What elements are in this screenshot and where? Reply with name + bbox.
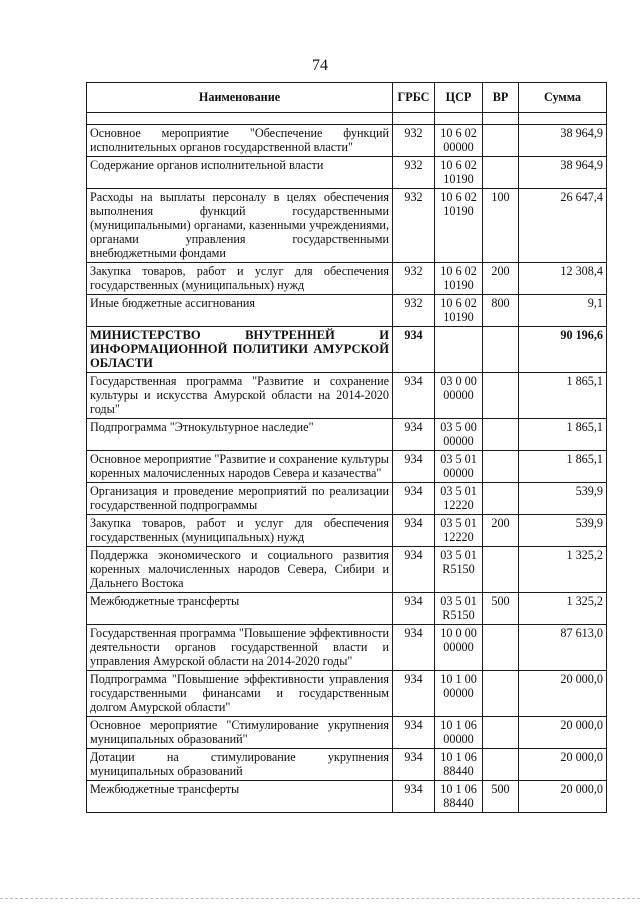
row-vr-cell: [483, 373, 519, 419]
gap-cell: [519, 113, 607, 125]
row-name-cell: Государственная программа "Развитие и сохранение культуры и искусства Амурской области на 2014-2020 годы": [87, 373, 393, 419]
budget-table: [86, 82, 607, 813]
row-name-cell: Основное мероприятие "Стимулирование укрупнения муниципальных образований": [87, 717, 393, 749]
row-name-cell: Межбюджетные трансферты: [87, 593, 393, 625]
row-sum-cell: 1 325,2: [519, 547, 607, 593]
row-name-cell: Поддержка экономического и социального развития коренных малочисленных народов Севера, Сибири и Дальнего Востока: [87, 547, 393, 593]
table-header: [87, 83, 607, 125]
row-sum-cell: 20 000,0: [519, 749, 607, 781]
row-csr-cell: 10 6 02 10190: [435, 295, 483, 327]
row-sum-cell: 20 000,0: [519, 717, 607, 749]
row-sum-cell: 539,9: [519, 515, 607, 547]
row-grbs-cell: 932: [393, 295, 435, 327]
row-sum-cell: 539,9: [519, 483, 607, 515]
row-grbs-cell: 932: [393, 189, 435, 263]
row-vr-cell: [483, 749, 519, 781]
header-csr: ЦСР: [435, 83, 483, 113]
row-sum-cell: 20 000,0: [519, 671, 607, 717]
table-row: [87, 327, 607, 373]
row-name-cell: Основное мероприятие "Обеспечение функций исполнительных органов государственной власти": [87, 125, 393, 157]
row-vr-cell: 200: [483, 515, 519, 547]
row-grbs-cell: 934: [393, 781, 435, 813]
row-vr-cell: [483, 483, 519, 515]
row-csr-cell: 03 5 01 R5150: [435, 593, 483, 625]
row-csr-cell: 03 5 01 R5150: [435, 547, 483, 593]
row-sum-cell: 90 196,6: [519, 327, 607, 373]
row-name-cell: Государственная программа "Повышение эффективности деятельности органов государственной власти и управления Амурской области на 2014-2020 годы": [87, 625, 393, 671]
header-vr: ВР: [483, 83, 519, 113]
row-vr-cell: 100: [483, 189, 519, 263]
page-number: 74: [312, 57, 328, 74]
table-body: [87, 125, 607, 813]
row-grbs-cell: 934: [393, 515, 435, 547]
row-sum-cell: 1 865,1: [519, 451, 607, 483]
row-vr-cell: [483, 625, 519, 671]
row-vr-cell: [483, 547, 519, 593]
row-grbs-cell: 932: [393, 263, 435, 295]
row-grbs-cell: 932: [393, 125, 435, 157]
row-name-cell: Подпрограмма "Этнокультурное наследие": [87, 419, 393, 451]
row-grbs-cell: 934: [393, 451, 435, 483]
row-csr-cell: 03 5 00 00000: [435, 419, 483, 451]
row-sum-cell: 1 865,1: [519, 419, 607, 451]
table-row: [87, 781, 607, 813]
row-vr-cell: [483, 125, 519, 157]
row-grbs-cell: 934: [393, 625, 435, 671]
row-csr-cell: 10 6 02 00000: [435, 125, 483, 157]
row-sum-cell: 9,1: [519, 295, 607, 327]
row-name-cell: Иные бюджетные ассигнования: [87, 295, 393, 327]
table-row: [87, 157, 607, 189]
table-row: [87, 483, 607, 515]
row-name-cell: Организация и проведение мероприятий по реализации государственной подпрограммы: [87, 483, 393, 515]
row-csr-cell: 10 1 06 88440: [435, 781, 483, 813]
row-vr-cell: [483, 717, 519, 749]
row-vr-cell: [483, 419, 519, 451]
gap-cell: [393, 113, 435, 125]
header-name: Наименование: [87, 83, 393, 113]
row-csr-cell: 10 6 02 10190: [435, 189, 483, 263]
header-row: [87, 83, 607, 113]
row-sum-cell: 38 964,9: [519, 125, 607, 157]
row-grbs-cell: 934: [393, 483, 435, 515]
row-vr-cell: [483, 157, 519, 189]
row-sum-cell: 12 308,4: [519, 263, 607, 295]
header-grbs: ГРБС: [393, 83, 435, 113]
row-sum-cell: 1 865,1: [519, 373, 607, 419]
row-grbs-cell: 932: [393, 157, 435, 189]
table-row: [87, 625, 607, 671]
table-row: [87, 749, 607, 781]
row-grbs-cell: 934: [393, 671, 435, 717]
row-csr-cell: 10 1 06 00000: [435, 717, 483, 749]
table-row: [87, 263, 607, 295]
row-grbs-cell: 934: [393, 327, 435, 373]
gap-cell: [435, 113, 483, 125]
row-csr-cell: 10 1 06 88440: [435, 749, 483, 781]
row-grbs-cell: 934: [393, 373, 435, 419]
table-row: [87, 671, 607, 717]
table-row: [87, 125, 607, 157]
row-grbs-cell: 934: [393, 593, 435, 625]
table-row: [87, 593, 607, 625]
row-csr-cell: 10 0 00 00000: [435, 625, 483, 671]
row-vr-cell: [483, 327, 519, 373]
row-csr-cell: 10 6 02 10190: [435, 263, 483, 295]
table-row: [87, 419, 607, 451]
row-name-cell: Расходы на выплаты персоналу в целях обеспечения выполнения функций государственными (муниципальными) органами, казенными учреждениями, органами управления государственными внебюджетными фондами: [87, 189, 393, 263]
row-sum-cell: 26 647,4: [519, 189, 607, 263]
row-name-cell: Содержание органов исполнительной власти: [87, 157, 393, 189]
row-csr-cell: 03 5 01 00000: [435, 451, 483, 483]
header-sum: Сумма: [519, 83, 607, 113]
row-csr-cell: 10 1 00 00000: [435, 671, 483, 717]
row-csr-cell: 03 5 01 12220: [435, 483, 483, 515]
table-row: [87, 189, 607, 263]
row-vr-cell: 200: [483, 263, 519, 295]
header-gap-row: [87, 113, 607, 125]
row-sum-cell: 38 964,9: [519, 157, 607, 189]
row-name-cell: Дотации на стимулирование укрупнения муниципальных образований: [87, 749, 393, 781]
gap-cell: [483, 113, 519, 125]
table-row: [87, 295, 607, 327]
row-name-cell: Закупка товаров, работ и услуг для обеспечения государственных (муниципальных) нужд: [87, 515, 393, 547]
row-vr-cell: [483, 451, 519, 483]
row-csr-cell: 10 6 02 10190: [435, 157, 483, 189]
row-grbs-cell: 934: [393, 717, 435, 749]
row-name-cell: Основное мероприятие "Развитие и сохранение культуры коренных малочисленных народов Севера и казачества": [87, 451, 393, 483]
scan-edge-line: [0, 898, 640, 899]
table-row: [87, 515, 607, 547]
row-name-cell: Межбюджетные трансферты: [87, 781, 393, 813]
row-csr-cell: 03 0 00 00000: [435, 373, 483, 419]
table-row: [87, 717, 607, 749]
row-sum-cell: 1 325,2: [519, 593, 607, 625]
row-grbs-cell: 934: [393, 419, 435, 451]
row-csr-cell: 03 5 01 12220: [435, 515, 483, 547]
row-name-cell: МИНИСТЕРСТВО ВНУТРЕННЕЙ И ИНФОРМАЦИОННОЙ ПОЛИТИКИ АМУРСКОЙ ОБЛАСТИ: [87, 327, 393, 373]
table-row: [87, 547, 607, 593]
table-row: [87, 373, 607, 419]
row-vr-cell: 800: [483, 295, 519, 327]
row-grbs-cell: 934: [393, 749, 435, 781]
table-row: [87, 451, 607, 483]
row-name-cell: Закупка товаров, работ и услуг для обеспечения государственных (муниципальных) нужд: [87, 263, 393, 295]
row-sum-cell: 20 000,0: [519, 781, 607, 813]
row-sum-cell: 87 613,0: [519, 625, 607, 671]
row-grbs-cell: 934: [393, 547, 435, 593]
gap-cell: [87, 113, 393, 125]
row-vr-cell: 500: [483, 781, 519, 813]
row-vr-cell: 500: [483, 593, 519, 625]
row-vr-cell: [483, 671, 519, 717]
row-name-cell: Подпрограмма "Повышение эффективности управления государственными финансами и государственным долгом Амурской области": [87, 671, 393, 717]
row-csr-cell: [435, 327, 483, 373]
